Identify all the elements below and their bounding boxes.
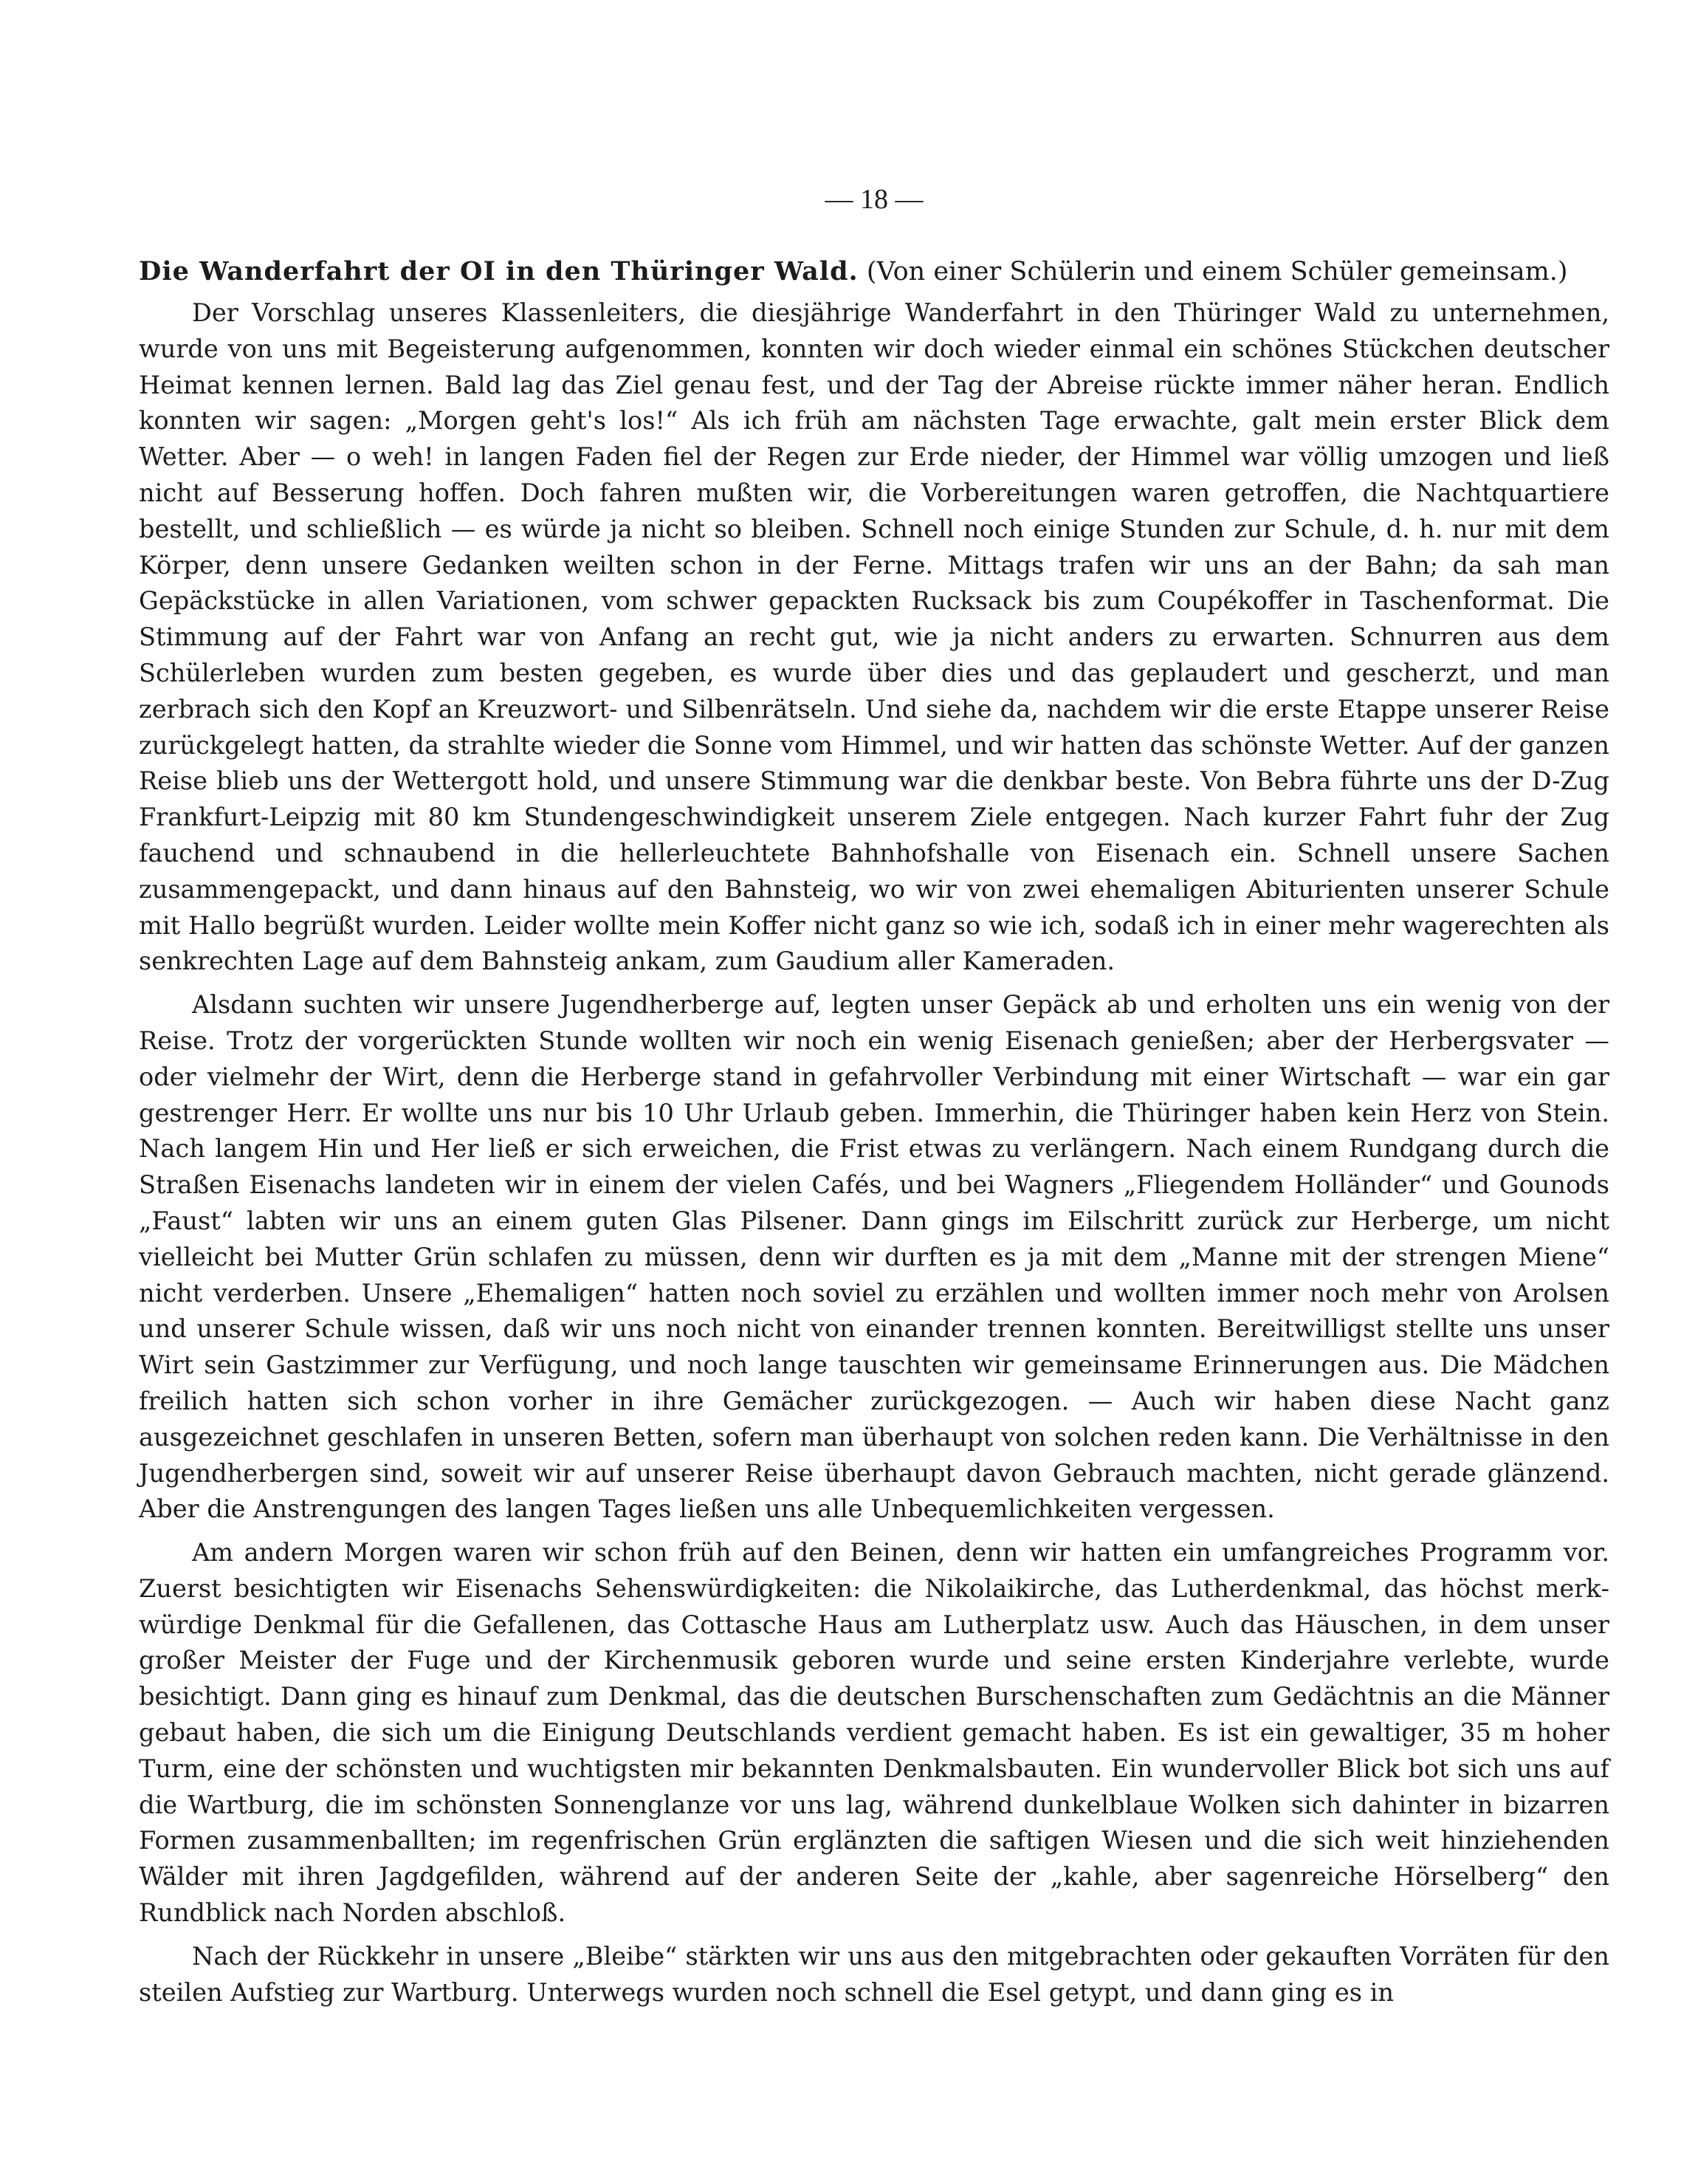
paragraph-2: Alsdann suchten wir unsere Jugendherberge auf, legten unser Gepäck ab und erholten uns ein wenig von der Reise. Trotz der vorgerückten Stunde wollten wir noch ein wenig Eisenach genießen; aber der Herbergsvater — oder vielmehr der Wirt, denn die Herberge stand in gefahrvoller Verbindung mit einer Wirtschaft — war ein gar gestrenger Herr. Er wollte uns nur bis 10 Uhr Urlaub geben. Immerhin, die Thüringer haben kein Herz von Stein. Nach langem Hin und Her ließ er sich erweichen, die Frist etwas zu verlängern. Nach einem Rundgang durch die Straßen Eisenachs landeten wir in einem der vielen Cafés, und bei Wagners „Fliegendem Holländer“ und Gounods „Faust“ labten wir uns an einem guten Glas Pilsener. Dann gings im Eilschritt zurück zur Herberge, um nicht vielleicht bei Mutter Grün schlafen zu müssen, denn wir durften es ja mit dem „Manne mit der strengen Miene“ nicht verderben. Unsere „Ehemaligen“ hatten noch soviel zu erzählen und wollten immer noch mehr von Arolsen und unserer Schule wissen, daß wir uns noch nicht von einander trennen konnten. Bereitwilligst stellte uns unser Wirt sein Gastzimmer zur Verfügung, und noch lange tauschten wir gemeinsame Erinnerungen aus. Die Mädchen freilich hatten sich schon vorher in ihre Gemächer zurückgezogen. — Auch wir haben diese Nacht ganz ausgezeichnet geschlafen in unseren Betten, sofern man überhaupt von solchen reden kann. Die Verhältnisse in den Jugendherbergen sind, soweit wir auf unserer Reise überhaupt davon Gebrauch machten, nicht gerade glänzend. Aber die Anstrengungen des langen Tages ließen uns alle Unbequemlichkeiten vergessen. [139,990,1609,1524]
paragraph-4: Nach der Rückkehr in unsere „Bleibe“ stärkten wir uns aus den mitgebrachten oder gekauften Vorräten für den steilen Aufstieg zur Wartburg. Unterwegs wurden noch schnell die Esel getypt, und dann ging es in [139,1941,1609,2007]
document-page [139,183,1609,2010]
article-title: Die Wanderfahrt der OI in den Thüringer Wald. [139,256,859,286]
paragraph-3: Am andern Morgen waren wir schon früh auf den Beinen, denn wir hatten ein umfangreiches Programm vor. Zuerst besichtigten wir Eisenachs Sehenswürdigkeiten: die Nikolaikirche, das Lutherdenkmal, das höchst merkwürdige Denkmal für die Gefallenen, das Cottasche Haus am Lutherplatz usw. Auch das Häuschen, in dem unser großer Meister der Fuge und der Kirchenmusik geboren wurde und seine ersten Kinderjahre verlebte, wurde besichtigt. Dann ging es hinauf zum Denkmal, das die deutschen Burschenschaften zum Gedächtnis an die Männer gebaut haben, die sich um die Einigung Deutschlands verdient gemacht haben. Es ist ein gewaltiger, 35 m hoher Turm, eine der schönsten und wuchtigsten mir bekannten Denkmalsbauten. Ein wundervoller Blick bot sich uns auf die Wartburg, die im schönsten Sonnenglanze vor uns lag, während dunkelblaue Wolken sich dahinter in bizarren Formen zusammenballten; im regenfrischen Grün erglänzten die saftigen Wiesen und die sich weit hinziehenden Wälder mit ihren Jagdgefilden, während auf der anderen Seite der „kahle, aber sagenreiche Hörselberg“ den Rundblick nach Norden abschloß. [139,1538,1609,1928]
page-number: — 18 — [825,184,924,215]
paragraph-1: Der Vorschlag unseres Klassenleiters, die diesjährige Wanderfahrt in den Thüringer Wald zu unternehmen, wurde von uns mit Begeisterung aufgenommen, konnten wir doch wieder einmal ein schönes Stückchen deutscher Heimat kennen lernen. Bald lag das Ziel genau fest, und der Tag der Abreise rückte immer näher heran. Endlich konnten wir sagen: „Morgen geht's los!“ Als ich früh am nächsten Tage erwachte, galt mein erster Blick dem Wetter. Aber — o weh! in langen Faden fiel der Regen zur Erde nieder, der Himmel war völlig umzogen und ließ nicht auf Besserung hoffen. Doch fahren mußten wir, die Vorbereitungen waren getroffen, die Nachtquartiere bestellt, und schließlich — es würde ja nicht so bleiben. Schnell noch einige Stunden zur Schule, d. h. nur mit dem Körper, denn unsere Gedanken weilten schon in der Ferne. Mittags trafen wir uns an der Bahn; da sah man Gepäckstücke in allen Variationen, vom schwer gepackten Rucksack bis zum Coupékoffer in Taschenformat. Die Stimmung auf der Fahrt war von Anfang an recht gut, wie ja nicht anders zu erwarten. Schnurren aus dem Schülerleben wurden zum besten gegeben, es wurde über dies und das geplaudert und gescherzt, und man zerbrach sich den Kopf an Kreuzwort- und Silbenrätseln. Und siehe da, nachdem wir die erste Etappe unserer Reise zurückgelegt hatten, da strahlte wieder die Sonne vom Himmel, und wir hatten das schönste Wetter. Auf der ganzen Reise blieb uns der Wettergott hold, und unsere Stimmung war die denkbar beste. Von Bebra führte uns der D-Zug Frankfurt-Leipzig mit 80 km Stundengeschwindigkeit unserem Ziele entgegen. Nach kurzer Fahrt fuhr der Zug fauchend und schnaubend in die hellerleuchtete Bahnhofshalle von Eisenach ein. Schnell unsere Sachen zusammengepackt, und dann hinaus auf den Bahnsteig, wo wir von zwei ehemaligen Abiturienten unserer Schule mit Hallo begrüßt wurden. Leider wollte mein Koffer nicht ganz so wie ich, sodaß ich in einer mehr wagerechten als senkrechten Lage auf dem Bahnsteig ankam, zum Gaudium aller Kameraden. [139,298,1609,976]
article-heading [139,254,1609,289]
article-subtitle: (Von einer Schülerin und einem Schüler gemeinsam.) [866,257,1568,286]
